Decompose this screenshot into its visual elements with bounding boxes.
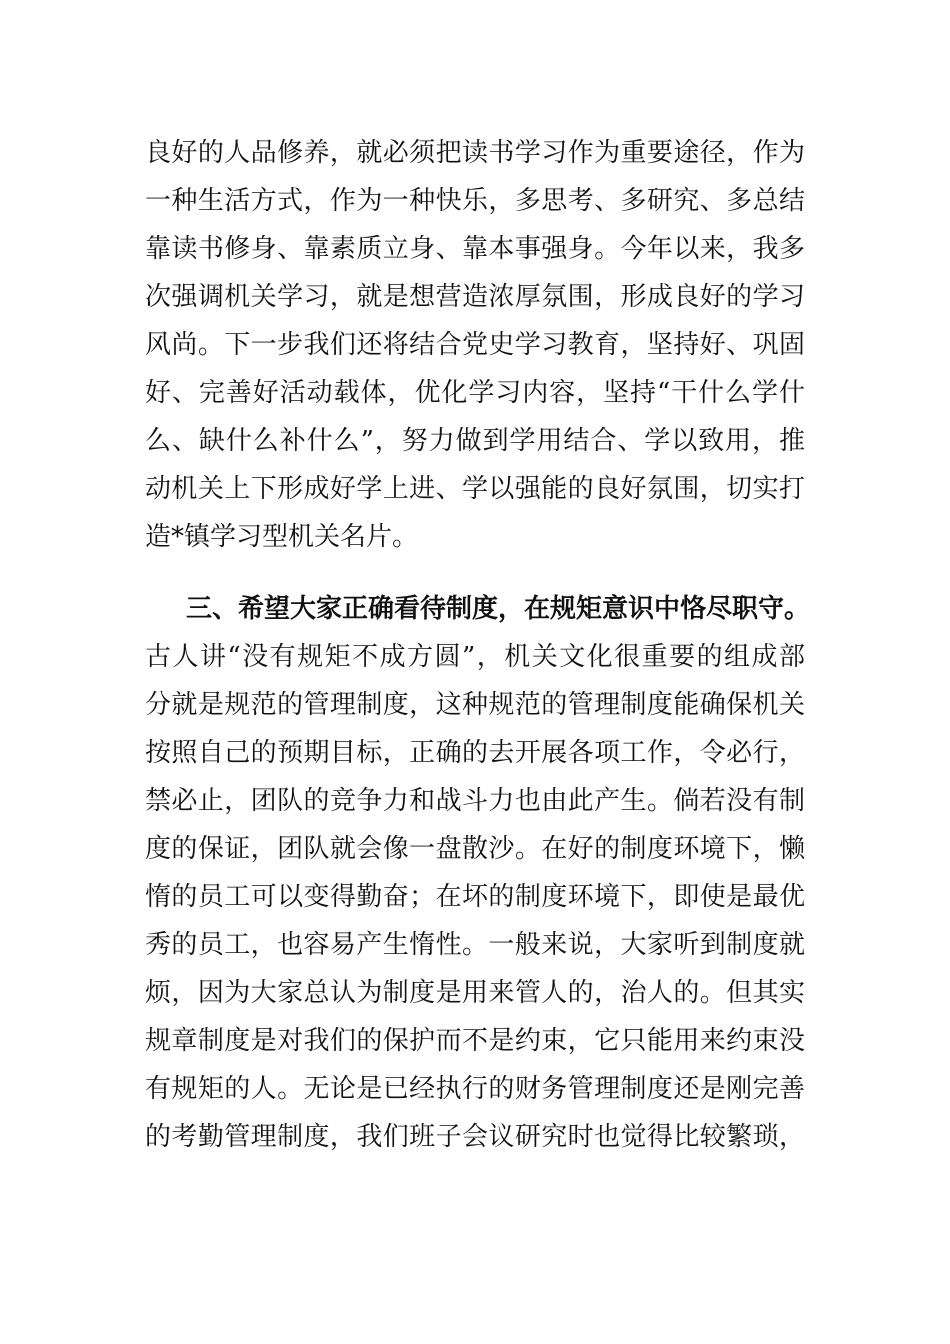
body-text-line: 么、缺什么补什么”，努力做到学用结合、学以致用，推 xyxy=(145,426,805,456)
body-text-line: 惰的员工可以变得勤奋；在坏的制度环境下，即使是最优 xyxy=(145,882,805,912)
body-text-line: 分就是规范的管理制度，这种规范的管理制度能确保机关 xyxy=(145,690,805,720)
section-heading: 三、希望大家正确看待制度，在规矩意识中恪尽职守。 xyxy=(186,594,811,624)
body-text-line: 度的保证，团队就会像一盘散沙。在好的制度环境下，懒 xyxy=(145,834,805,864)
body-text-line: 次强调机关学习，就是想营造浓厚氛围，形成良好的学习 xyxy=(145,282,805,312)
body-text-line: 有规矩的人。无论是已经执行的财务管理制度还是刚完善 xyxy=(145,1074,805,1104)
body-text-line: 造*镇学习型机关名片。 xyxy=(145,522,419,552)
body-text-line: 风尚。下一步我们还将结合党史学习教育，坚持好、巩固 xyxy=(145,330,805,360)
body-text-line: 动机关上下形成好学上进、学以强能的良好氛围，切实打 xyxy=(145,474,805,504)
body-text-line: 的考勤管理制度，我们班子会议研究时也觉得比较繁琐， xyxy=(145,1122,805,1152)
body-text-line: 烦，因为大家总认为制度是用来管人的，治人的。但其实 xyxy=(145,978,805,1008)
body-text-line: 古人讲“没有规矩不成方圆”，机关文化很重要的组成部 xyxy=(145,642,805,672)
body-text-line: 好、完善好活动载体，优化学习内容，坚持“干什么学什 xyxy=(145,378,805,408)
body-text-line: 靠读书修身、靠素质立身、靠本事强身。今年以来，我多 xyxy=(145,234,805,264)
body-text-line: 禁必止，团队的竞争力和战斗力也由此产生。倘若没有制 xyxy=(145,786,805,816)
body-text-line: 按照自己的预期目标，正确的去开展各项工作，令必行， xyxy=(145,738,805,768)
body-text-line: 秀的员工，也容易产生惰性。一般来说，大家听到制度就 xyxy=(145,930,805,960)
body-text-line: 规章制度是对我们的保护而不是约束，它只能用来约束没 xyxy=(145,1026,805,1056)
body-text-line: 良好的人品修养，就必须把读书学习作为重要途径，作为 xyxy=(145,138,805,168)
body-text-line: 一种生活方式，作为一种快乐，多思考、多研究、多总结 xyxy=(145,186,805,216)
